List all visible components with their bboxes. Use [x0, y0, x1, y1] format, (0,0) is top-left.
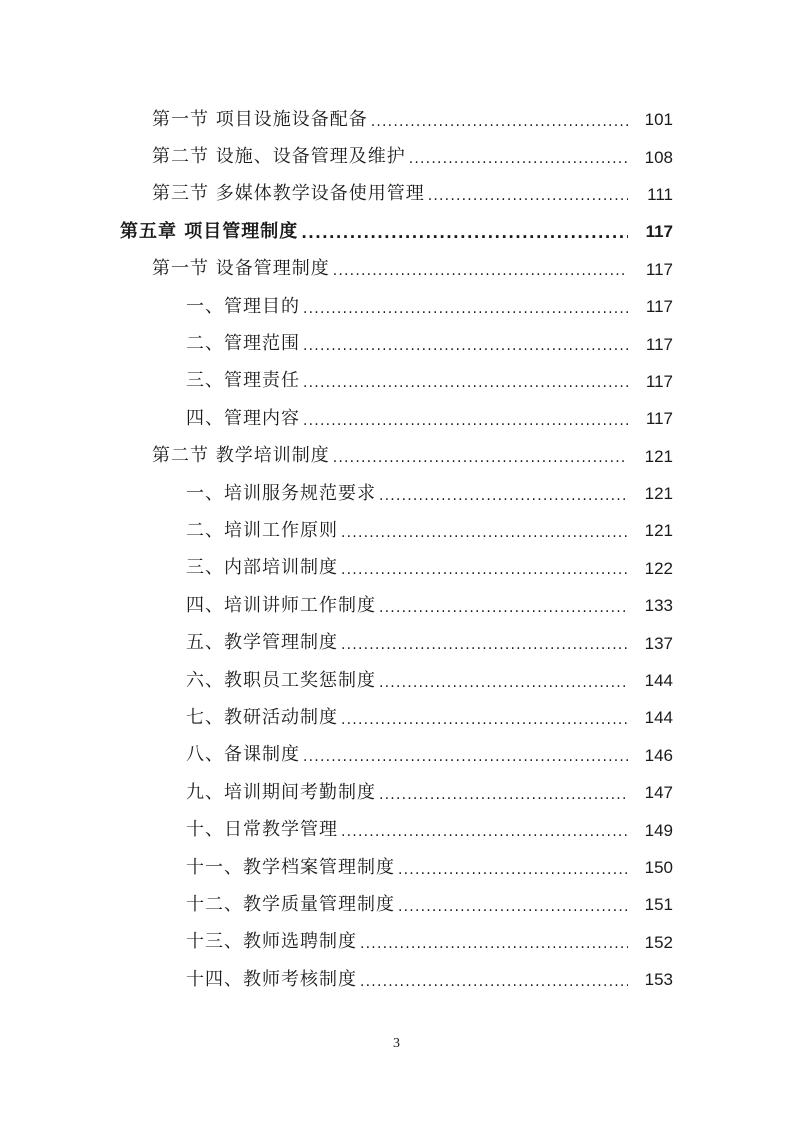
- toc-entry-item[interactable]: [0, 849, 793, 886]
- toc-entry-item[interactable]: [0, 512, 793, 549]
- toc-entry-section[interactable]: [0, 176, 793, 213]
- toc-entry-page: 121: [644, 484, 673, 504]
- dot-leader: [428, 185, 628, 203]
- toc-entry-page: 147: [644, 783, 673, 803]
- toc-entry-item[interactable]: [0, 699, 793, 736]
- dot-leader: [333, 447, 628, 465]
- dot-leader: [303, 372, 628, 390]
- toc-entry-title: 第五章 项目管理制度: [120, 220, 299, 242]
- dot-leader: [341, 821, 628, 839]
- dot-leader: [379, 784, 628, 802]
- dot-leader: [341, 522, 628, 540]
- toc-entry-page: 121: [644, 446, 673, 466]
- toc-entry-page: 149: [644, 820, 673, 840]
- toc-entry-page: 153: [644, 970, 673, 990]
- toc-entry-title: 七、教研活动制度: [186, 706, 338, 728]
- toc-entry-page: 137: [644, 633, 673, 653]
- toc-entry-page: 117: [645, 222, 673, 242]
- toc-entry-title: 十三、教师选聘制度: [186, 931, 357, 953]
- dot-leader: [341, 634, 628, 652]
- toc-entry-title: 一、管理目的: [186, 295, 300, 317]
- toc-entry-page: 146: [644, 745, 673, 765]
- toc-entry-page: 117: [645, 297, 673, 317]
- toc-entry-page: 117: [645, 259, 673, 279]
- dot-leader: [303, 298, 628, 316]
- toc-entry-page: 151: [644, 895, 673, 915]
- dot-leader: [409, 148, 628, 166]
- toc-entry-page: 121: [644, 521, 673, 541]
- toc-entry-page: 108: [644, 147, 673, 167]
- toc-entry-title: 五、教学管理制度: [186, 632, 338, 654]
- toc-entry-title: 三、内部培训制度: [186, 557, 338, 579]
- toc-entry-page: 152: [644, 932, 673, 952]
- toc-entry-item[interactable]: [0, 400, 793, 437]
- toc-entry-title: 十、日常教学管理: [186, 819, 338, 841]
- toc-entry-item[interactable]: [0, 475, 793, 512]
- dot-leader: [303, 335, 628, 353]
- dot-leader: [379, 672, 628, 690]
- toc-entry-title: 第二节 设施、设备管理及维护: [152, 146, 406, 168]
- dot-leader: [341, 559, 628, 577]
- toc-entry-section[interactable]: [0, 138, 793, 175]
- toc-entry-title: 四、培训讲师工作制度: [186, 594, 376, 616]
- toc-entry-title: 十二、教学质量管理制度: [186, 893, 395, 915]
- toc-entry-chapter[interactable]: [0, 213, 793, 250]
- toc-entry-section[interactable]: [0, 438, 793, 475]
- toc-entry-item[interactable]: [0, 288, 793, 325]
- toc-entry-item[interactable]: [0, 587, 793, 624]
- toc-entry-title: 第二节 教学培训制度: [152, 445, 330, 467]
- toc-entry-title: 一、培训服务规范要求: [186, 482, 376, 504]
- dot-leader: [371, 111, 628, 129]
- dot-leader: [360, 971, 628, 989]
- toc-entry-page: 144: [644, 708, 673, 728]
- toc-entry-section[interactable]: [0, 251, 793, 288]
- table-of-contents: [0, 101, 793, 998]
- toc-entry-page: 122: [644, 558, 673, 578]
- dot-leader: [379, 597, 628, 615]
- dot-leader: [303, 746, 628, 764]
- dot-leader: [333, 260, 628, 278]
- toc-entry-title: 三、管理责任: [186, 370, 300, 392]
- toc-entry-page: 111: [647, 184, 673, 204]
- toc-entry-item[interactable]: [0, 811, 793, 848]
- toc-entry-item[interactable]: [0, 363, 793, 400]
- toc-entry-title: 第一节 设备管理制度: [152, 258, 330, 280]
- toc-entry-page: 117: [645, 371, 673, 391]
- toc-entry-title: 二、培训工作原则: [186, 519, 338, 541]
- toc-entry-item[interactable]: [0, 924, 793, 961]
- toc-entry-item[interactable]: [0, 325, 793, 362]
- toc-entry-title: 六、教职员工奖惩制度: [186, 669, 376, 691]
- toc-entry-item[interactable]: [0, 737, 793, 774]
- toc-entry-title: 二、管理范围: [186, 333, 300, 355]
- toc-entry-title: 十四、教师考核制度: [186, 968, 357, 990]
- dot-leader: [379, 485, 628, 503]
- dot-leader: [301, 223, 628, 241]
- toc-entry-page: 117: [645, 334, 673, 354]
- dot-leader: [341, 709, 628, 727]
- toc-entry-title: 第一节 项目设施设备配备: [152, 108, 368, 130]
- toc-entry-page: 144: [644, 671, 673, 691]
- page-number: 3: [393, 1036, 400, 1051]
- toc-entry-page: 150: [644, 858, 673, 877]
- dot-leader: [360, 933, 628, 951]
- toc-entry-title: 四、管理内容: [186, 407, 300, 429]
- toc-entry-page: 117: [645, 409, 673, 429]
- dot-leader: [303, 410, 628, 428]
- toc-entry-title: 八、备课制度: [186, 744, 300, 766]
- toc-entry-section[interactable]: [0, 101, 793, 138]
- toc-entry-item[interactable]: [0, 550, 793, 587]
- toc-entry-item[interactable]: [0, 624, 793, 661]
- toc-entry-item[interactable]: [0, 662, 793, 699]
- toc-entry-page: 101: [644, 110, 673, 130]
- toc-entry-page: 133: [644, 596, 673, 616]
- toc-entry-item[interactable]: [0, 774, 793, 811]
- dot-leader: [398, 896, 628, 914]
- toc-entry-title: 十一、教学档案管理制度: [186, 856, 395, 878]
- dot-leader: [398, 859, 628, 877]
- toc-entry-item[interactable]: [0, 961, 793, 998]
- toc-entry-item[interactable]: [0, 886, 793, 923]
- toc-entry-title: 九、培训期间考勤制度: [186, 781, 376, 803]
- toc-entry-title: 第三节 多媒体教学设备使用管理: [152, 183, 425, 205]
